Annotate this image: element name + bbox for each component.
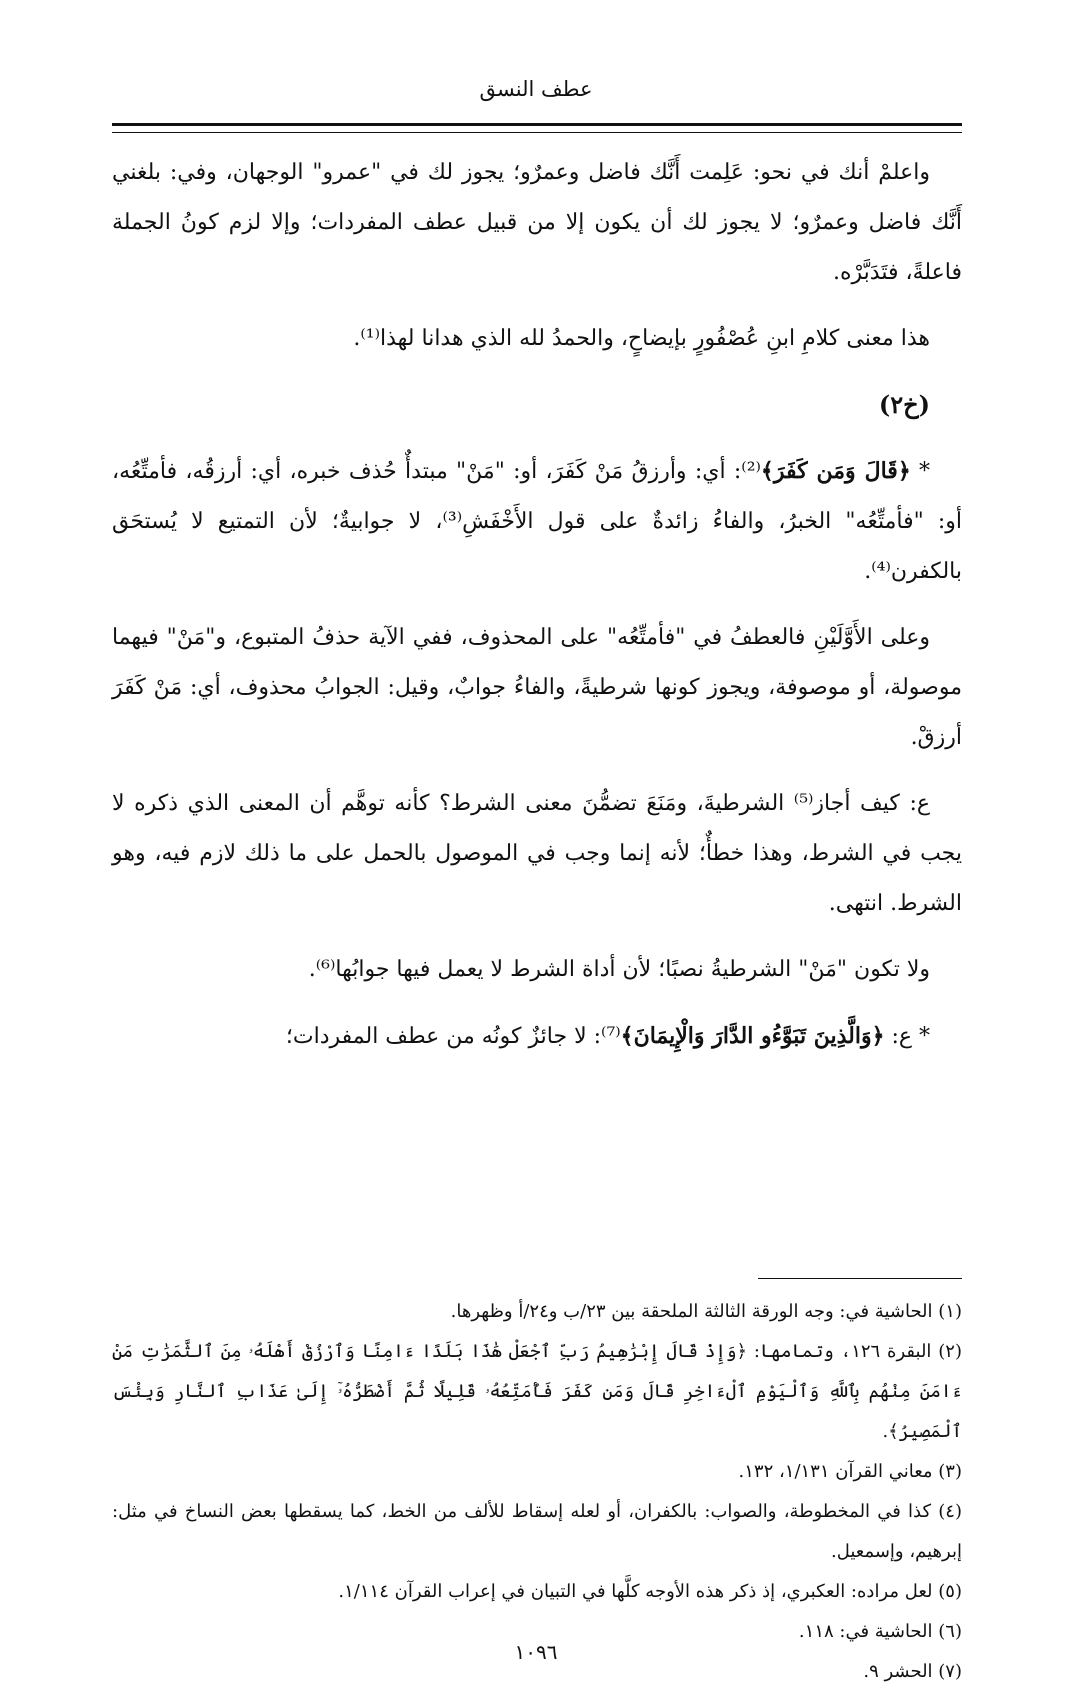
main-text	[112, 148, 962, 1078]
footnote-separator	[758, 1278, 962, 1279]
footnote-1: (١) الحاشية في: وجه الورقة الثالثة الملحقة بين ٢٣/ب و٢٤/أ وظهرها.	[450, 1301, 962, 1322]
footnote-5: (٥) لعل مراده: العكبري، إذ ذكر هذه الأوجه كلَّها في التبيان في إعراب القرآن ١/١١٤.	[338, 1581, 962, 1602]
paragraph-1: واعلمْ أنك في نحو: عَلِمت أَنَّك فاضل وعمرٌو؛ يجوز لك في "عمرو" الوجهان، وفي: بلغني أَنَّك فاضل وعمرٌو؛ لا يجوز لك أن يكون إلا من قبيل عطف المفردات؛ وإلا لزم كونُ الجملة فاعلةً، فتَدَبَّرْه.	[112, 160, 962, 285]
footnote-3: (٣) معاني القرآن ١/١٣١، ١٣٢.	[738, 1461, 962, 1482]
paragraph-7	[112, 1011, 962, 1062]
header-rule-thin	[112, 132, 962, 133]
quran-quote: ﴿قَالَ وَمَن كَفَرَ﴾	[760, 458, 911, 484]
footnote-2: (٢) البقرة ١٢٦، وتمامها: ﴿وَإِذْ قَالَ إِبْرَٰهِيمُ رَبِّ ٱجْعَلْ هَٰذَا بَلَدًا ءَامِنًا وَٱرْزُقْ أَهْلَهُۥ مِنَ ٱلثَّمَرَٰتِ مَنْ ءَامَنَ مِنْهُم بِٱللَّهِ وَٱلْيَوْمِ ٱلْءَاخِرِ قَالَ وَمَن كَفَرَ فَأُمَتِّعُهُۥ قَلِيلًا ثُمَّ أَضْطَرُّهُۥٓ إِلَىٰ عَذَابِ ٱلنَّارِ وَبِئْسَ ٱلْمَصِيرُ﴾.	[112, 1341, 962, 1442]
footnote-7: (٧) الحشر ٩.	[863, 1661, 962, 1682]
page-number: ١٠٩٦	[514, 1640, 558, 1664]
section-mark: (خ٢)	[878, 390, 930, 419]
header-rule-thick	[112, 123, 962, 126]
footnote-6: (٦) الحاشية في: ١١٨.	[798, 1621, 962, 1642]
paragraph-6: ولا تكون "مَنْ" الشرطيةُ نصبًا؛ لأن أداة الشرط لا يعمل فيها جوابُها⁽⁶⁾.	[308, 957, 930, 982]
paragraph-7-text: ⁽⁷⁾: لا جائزٌ كونُه من عطف المفردات؛	[285, 1024, 621, 1049]
paragraph-3	[112, 446, 962, 597]
bullet-star: *	[910, 459, 931, 484]
bullet-star: * ع:	[884, 1024, 930, 1049]
paragraph-4: وعلى الأَوَّلَيْنِ فالعطفُ في "فأمتِّعُه" على المحذوف، ففي الآية حذفُ المتبوع، و"مَنْ" فيهما موصولة، أو موصوفة، ويجوز كونها شرطيةً، والفاءُ جوابٌ، وقيل: الجوابُ محذوف، أي: مَنْ كَفَرَ أرزقْ.	[112, 625, 962, 750]
paragraph-5: ع: كيف أجاز⁽⁵⁾ الشرطيةَ، ومَنَعَ تضمُّنَ معنى الشرط؟ كأنه توهَّم أن المعنى الذي ذكره لا يجب في الشرط، وهذا خطأٌ؛ لأنه إنما وجب في الموصول بالحمل على ما ذلك لازم فيه، وهو الشرط. انتهى.	[112, 791, 962, 916]
paragraph-2: هذا معنى كلامِ ابنِ عُصْفُورٍ بإيضاحٍ، والحمدُ لله الذي هدانا لهذا⁽¹⁾.	[353, 326, 930, 351]
running-header: عطف النسق	[479, 77, 593, 101]
paragraph-3-text: ⁽²⁾: أي: وأرزقُ مَنْ كَفَرَ، أو: "مَنْ" مبتدأٌ حُذف خبره، أي: أرزقُه، فأمتِّعُه، أو: "فأمتِّعُه" الخبرُ، والفاءُ زائدةٌ على قول الأَخْفَشِ⁽³⁾، لا جوابيةٌ؛ لأن التمتيع لا يُستحَق بالكفرن⁽⁴⁾.	[112, 459, 962, 584]
quran-quote: ﴿وَالَّذِينَ تَبَوَّءُو الدَّارَ وَالْإِيمَانَ﴾	[620, 1023, 885, 1049]
footnote-4: (٤) كذا في المخطوطة، والصواب: بالكفران، أو لعله إسقاط للألف من الخط، كما يسقطها بعض النساخ في مثل: إبرهيم، وإسمعيل.	[112, 1501, 962, 1562]
footnotes	[112, 1292, 962, 1692]
